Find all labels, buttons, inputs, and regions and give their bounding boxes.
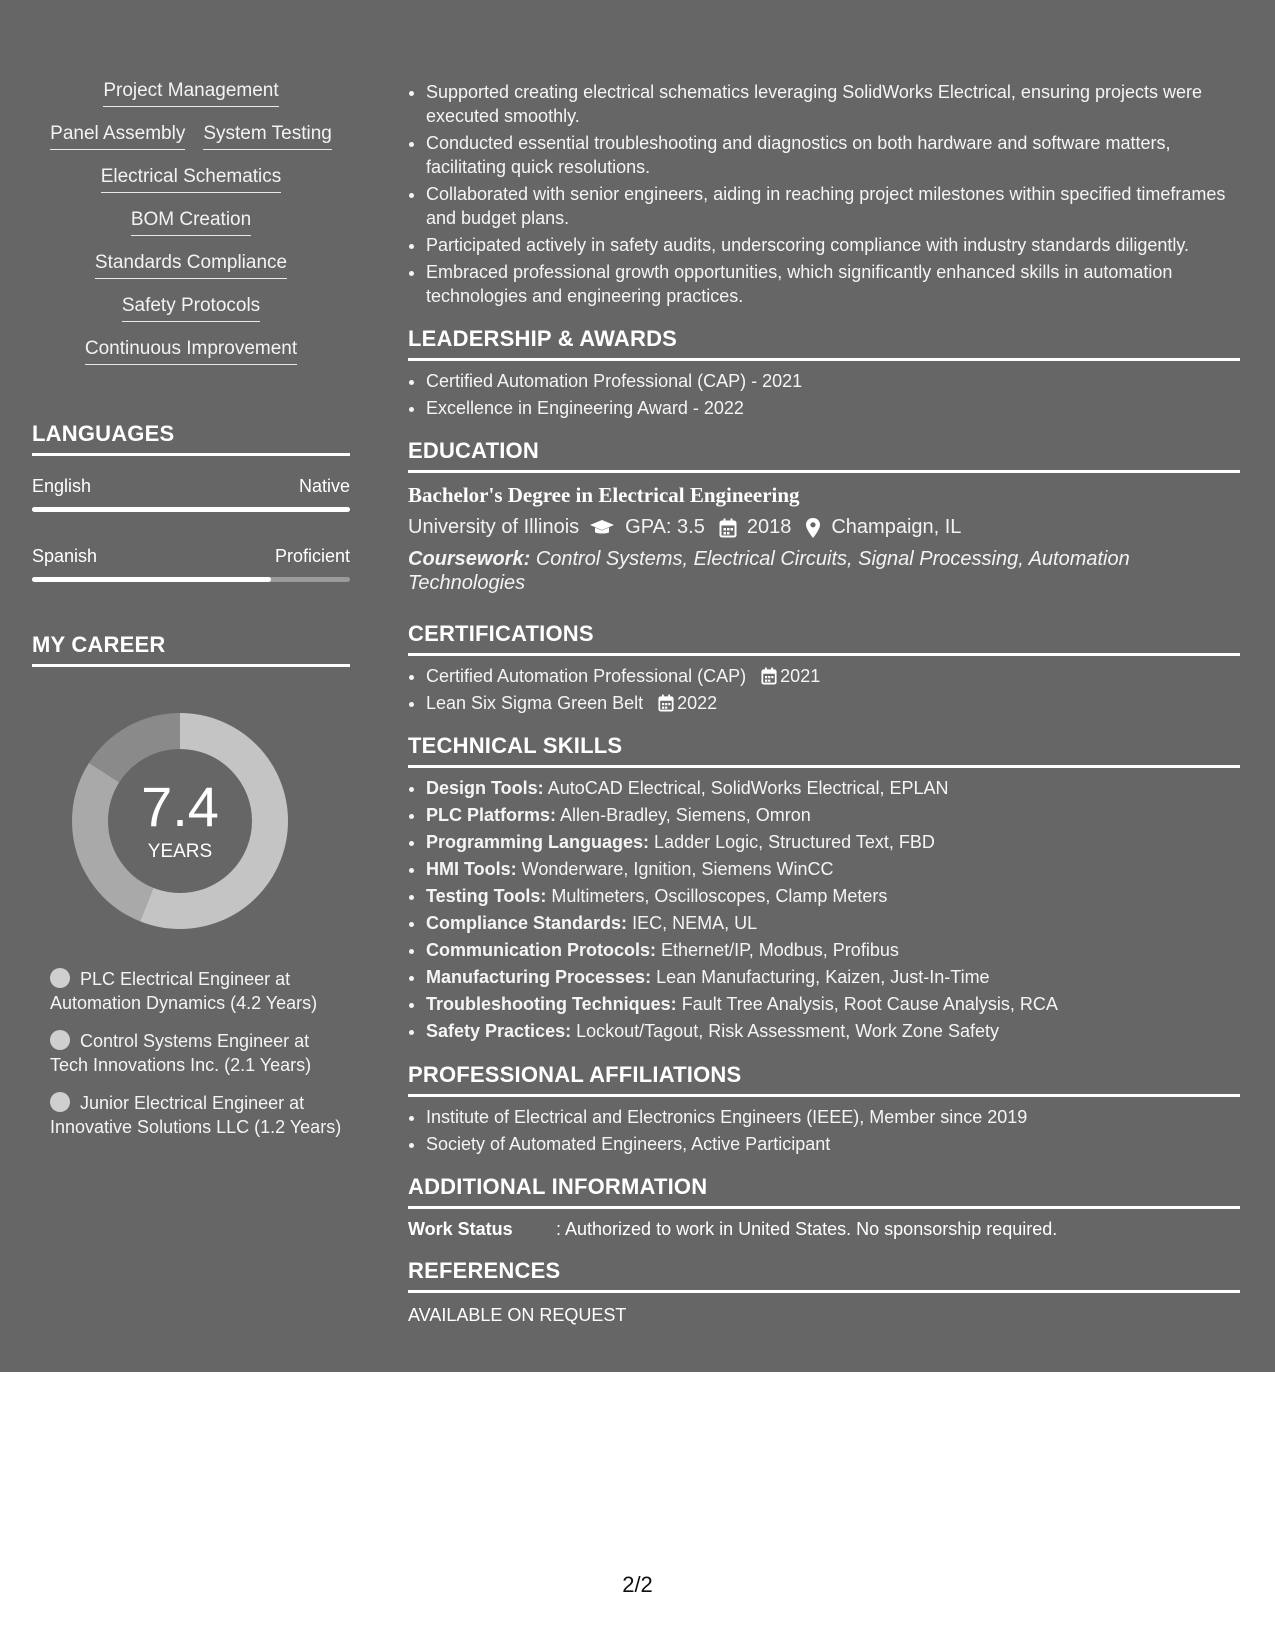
technical-skill-item: • Design Tools: AutoCAD Electrical, SolidWorks Electrical, EPLAN (426, 776, 1240, 801)
work-status (408, 1219, 1240, 1240)
language-name: English (32, 476, 92, 496)
technical-skill-item: • HMI Tools: Wonderware, Ignition, Siemens WinCC (426, 857, 1240, 882)
career-unit: YEARS (147, 841, 213, 862)
experience-bullet: • Embraced professional growth opportunities, which significantly enhanced skills in automation technologies and engineering practices. (426, 260, 1240, 308)
language-row (32, 476, 350, 497)
graduation-cap-icon (589, 519, 615, 537)
technical-skill-item: • Troubleshooting Techniques: Fault Tree Analysis, Root Cause Analysis, RCA (426, 992, 1240, 1017)
language-row (32, 546, 350, 567)
experience-bullets (408, 80, 1240, 308)
technical-skills-list (408, 776, 1240, 1044)
skill-row (50, 123, 332, 150)
skill-row (103, 80, 278, 107)
technical-skill-item: • Safety Practices: Lockout/Tagout, Risk Assessment, Work Zone Safety (426, 1019, 1240, 1044)
experience-bullet: • Conducted essential troubleshooting and diagnostics on both hardware and software matters, facilitating quick resolutions. (426, 131, 1240, 179)
skill-tag: BOM Creation (131, 209, 251, 236)
skill-tag: Panel Assembly (50, 123, 185, 150)
language-bar-fill (32, 577, 271, 582)
skill-tag: Standards Compliance (95, 252, 287, 279)
bullet-dot-icon (50, 1030, 70, 1050)
skill-row (85, 338, 297, 365)
affiliation-item: • Institute of Electrical and Electronics Engineers (IEEE), Member since 2019 (426, 1105, 1240, 1129)
language-level: Proficient (274, 546, 350, 566)
career-donut (66, 707, 294, 935)
right-column (408, 80, 1240, 1326)
skill-row (101, 166, 282, 193)
experience-bullet: • Collaborated with senior engineers, aiding in reaching project milestones within specified timeframes and budget plans. (426, 182, 1240, 230)
experience-bullet: • Participated actively in safety audits, underscoring compliance with industry standards diligently. (426, 233, 1240, 257)
skill-row (131, 209, 251, 236)
skill-tag: Electrical Schematics (101, 166, 282, 193)
career-heading: MY CAREER (32, 632, 350, 667)
calendar-icon (658, 694, 674, 712)
affiliations-heading: PROFESSIONAL AFFILIATIONS (408, 1062, 1240, 1097)
skill-tag: System Testing (203, 123, 331, 150)
coursework (408, 547, 1240, 595)
technical-skills-heading: TECHNICAL SKILLS (408, 733, 1240, 768)
career-list (32, 967, 350, 1139)
skill-row (122, 295, 260, 322)
donut-center (66, 707, 294, 935)
experience-bullet: • Supported creating electrical schematics leveraging SolidWorks Electrical, ensuring projects were executed smoothly. (426, 80, 1240, 128)
education-heading: EDUCATION (408, 438, 1240, 473)
skill-row (95, 252, 287, 279)
calendar-icon (761, 667, 777, 685)
work-status-value: : Authorized to work in United States. No sponsorship required. (556, 1219, 1058, 1239)
technical-skill-item: • Communication Protocols: Ethernet/IP, Modbus, Profibus (426, 938, 1240, 963)
graduation-year: 2018 (746, 516, 792, 538)
additional-info-heading: ADDITIONAL INFORMATION (408, 1174, 1240, 1209)
affiliation-item: • Society of Automated Engineers, Active Participant (426, 1132, 1240, 1156)
language-level: Native (298, 476, 350, 496)
work-status-label: Work Status (408, 1219, 513, 1239)
technical-skill-item: • Programming Languages: Ladder Logic, Structured Text, FBD (426, 830, 1240, 855)
language-name: Spanish (32, 546, 98, 566)
career-item: PLC Electrical Engineer at Automation Dynamics (4.2 Years) (50, 969, 318, 1013)
references-text: AVAILABLE ON REQUEST (408, 1305, 627, 1325)
left-column (32, 80, 350, 1153)
map-pin-icon (805, 517, 821, 539)
coursework-list: Control Systems, Electrical Circuits, Signal Processing, Automation Technologies (408, 548, 1130, 594)
bullet-dot-icon (50, 1092, 70, 1112)
technical-skill-item: • Testing Tools: Multimeters, Oscilloscopes, Clamp Meters (426, 884, 1240, 909)
leadership-heading: LEADERSHIP & AWARDS (408, 326, 1240, 361)
page-number: 2/2 (622, 1572, 653, 1597)
references-heading: REFERENCES (408, 1258, 1240, 1293)
certification-item: • Certified Automation Professional (CAP) 2021 (426, 664, 1240, 688)
languages-list (32, 476, 350, 582)
language-bar (32, 507, 350, 512)
calendar-icon (719, 518, 737, 538)
technical-skill-item: • Compliance Standards: IEC, NEMA, UL (426, 911, 1240, 936)
coursework-label: Coursework: (408, 548, 531, 570)
skill-tag: Continuous Improvement (85, 338, 297, 365)
skill-tag: Project Management (103, 80, 278, 107)
school-name: University of Illinois (408, 516, 580, 538)
skill-tag: Safety Protocols (122, 295, 260, 322)
affiliations-list (408, 1105, 1240, 1156)
certifications-heading: CERTIFICATIONS (408, 621, 1240, 656)
certifications-list (408, 664, 1240, 715)
technical-skill-item: • Manufacturing Processes: Lean Manufacturing, Kaizen, Just-In-Time (426, 965, 1240, 990)
bullet-dot-icon (50, 968, 70, 988)
career-item: Junior Electrical Engineer at Innovative Solutions LLC (1.2 Years) (50, 1093, 342, 1137)
education-details (408, 516, 1240, 539)
technical-skill-item: • PLC Platforms: Allen-Bradley, Siemens, Omron (426, 803, 1240, 828)
degree-title: Bachelor's Degree in Electrical Engineering (408, 483, 800, 507)
skills-tags (32, 80, 350, 381)
language-bar-fill (32, 507, 350, 512)
languages-heading: LANGUAGES (32, 421, 350, 456)
career-item: Control Systems Engineer at Tech Innovations Inc. (2.1 Years) (50, 1031, 312, 1075)
language-bar (32, 577, 350, 582)
leadership-list (408, 369, 1240, 420)
leadership-item: • Excellence in Engineering Award - 2022 (426, 396, 1240, 420)
gpa: GPA: 3.5 (625, 516, 705, 538)
career-total: 7.4 (141, 775, 219, 838)
leadership-item: • Certified Automation Professional (CAP) - 2021 (426, 369, 1240, 393)
school-location: Champaign, IL (831, 516, 962, 538)
certification-item: • Lean Six Sigma Green Belt 2022 (426, 691, 1240, 715)
